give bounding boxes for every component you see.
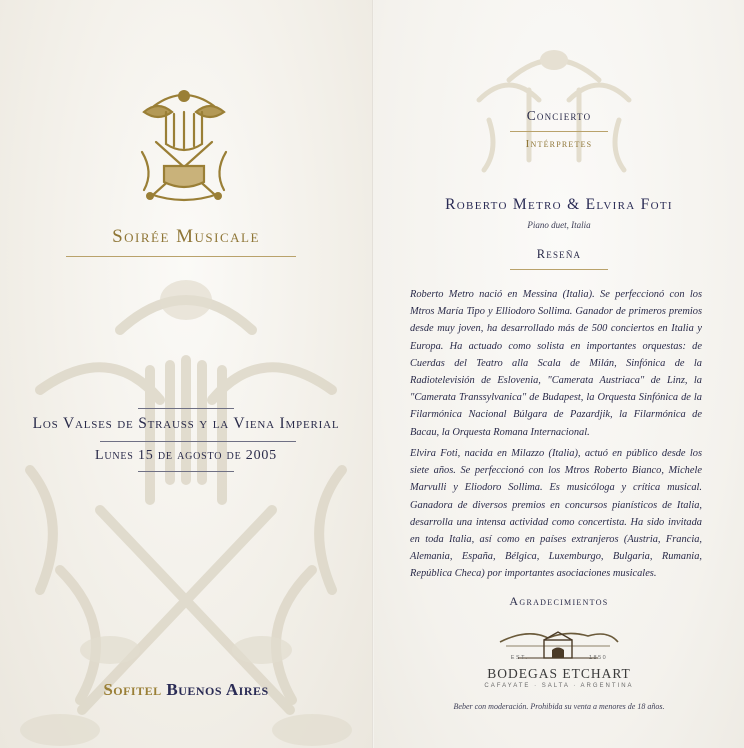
concert-divider: [510, 131, 608, 132]
watermark-crest-icon: [0, 270, 372, 748]
bio-paragraph-elvira: Elvira Foti, nacida en Milazzo (Italia), actuó en público desde los siete años. Se perfeccionó con los Mtros Roberto Bianco, Michele Marvulli y Eliodoro Sollima. Es musicóloga y crítica musical. Ganadora de diversos premios en concursos pianísticos de Italia, desarrolla una intensa actividad como concertista. Ha sido invitada en toda Italia, así como en países extranjeros (Austria, Francia, Alemania, España, Bélgica, Luxemburgo, Bulgaria, Rumania, República Checa) por importantes asociaciones musicales.: [410, 448, 702, 580]
event-date: Lunes 15 de agosto de 2005: [94, 448, 277, 463]
hotel-logo: [0, 680, 372, 700]
title-divider: [66, 256, 296, 257]
program-title: Soirée Musicale: [112, 226, 260, 247]
bio-paragraph-roberto: Roberto Metro nació en Messina (Italia). Se perfeccionó con los Mtros María Tipo y Elliodoro Sollima. Ganador de primeros premios desde muy joven, ha desarrollado más de 500 conciertos en Italia y Europa. Ha actuado como solista en importantes orquestas: de Cuerdas del Teatro alla Scala de Milán, Sinfónica de la Radiotelevisión de Eslovenia, "Camerata Austriaca" de Linz, la "Camerata Transsylvanica" de Budapest, la Orquesta Sinfónica de la Filarmónica Nacional Búlgara de Pazardjik, la Filarmónica de Bacau, la Orquesta Romana Internacional.: [410, 289, 702, 438]
event-bottom-divider: [138, 471, 234, 472]
performers-names: Roberto Metro & Elvira Foti: [445, 196, 673, 213]
alcohol-disclaimer: Beber con moderación. Prohibida su venta a menores de 18 años.: [453, 702, 665, 711]
section-heading-concert: Concierto: [526, 108, 592, 123]
winery-subtitle: CAFAYATE · SALTA · ARGENTINA: [484, 683, 634, 689]
program-details-panel: [374, 0, 744, 748]
winery-est-year: 1850: [588, 655, 608, 661]
hotel-city: Buenos Aires: [166, 680, 269, 699]
thanks-heading: Agradecimientos: [509, 594, 609, 608]
gold-crest-icon: [136, 82, 232, 204]
review-divider: [510, 269, 608, 270]
event-middle-divider: [100, 441, 296, 442]
hotel-brand: Sofitel: [103, 680, 162, 699]
winery-est-label: EST.: [510, 655, 529, 661]
event-title: Los Valses de Strauss y la Viena Imperial: [32, 415, 340, 432]
review-heading: Reseña: [536, 247, 582, 261]
event-top-divider: [138, 408, 234, 409]
winery-name: BODEGAS ETCHART: [487, 666, 631, 681]
winery-est: [374, 655, 744, 661]
subsection-heading-performers: Intérpretes: [525, 138, 593, 150]
performers-note: Piano duet, Italia: [527, 220, 591, 230]
